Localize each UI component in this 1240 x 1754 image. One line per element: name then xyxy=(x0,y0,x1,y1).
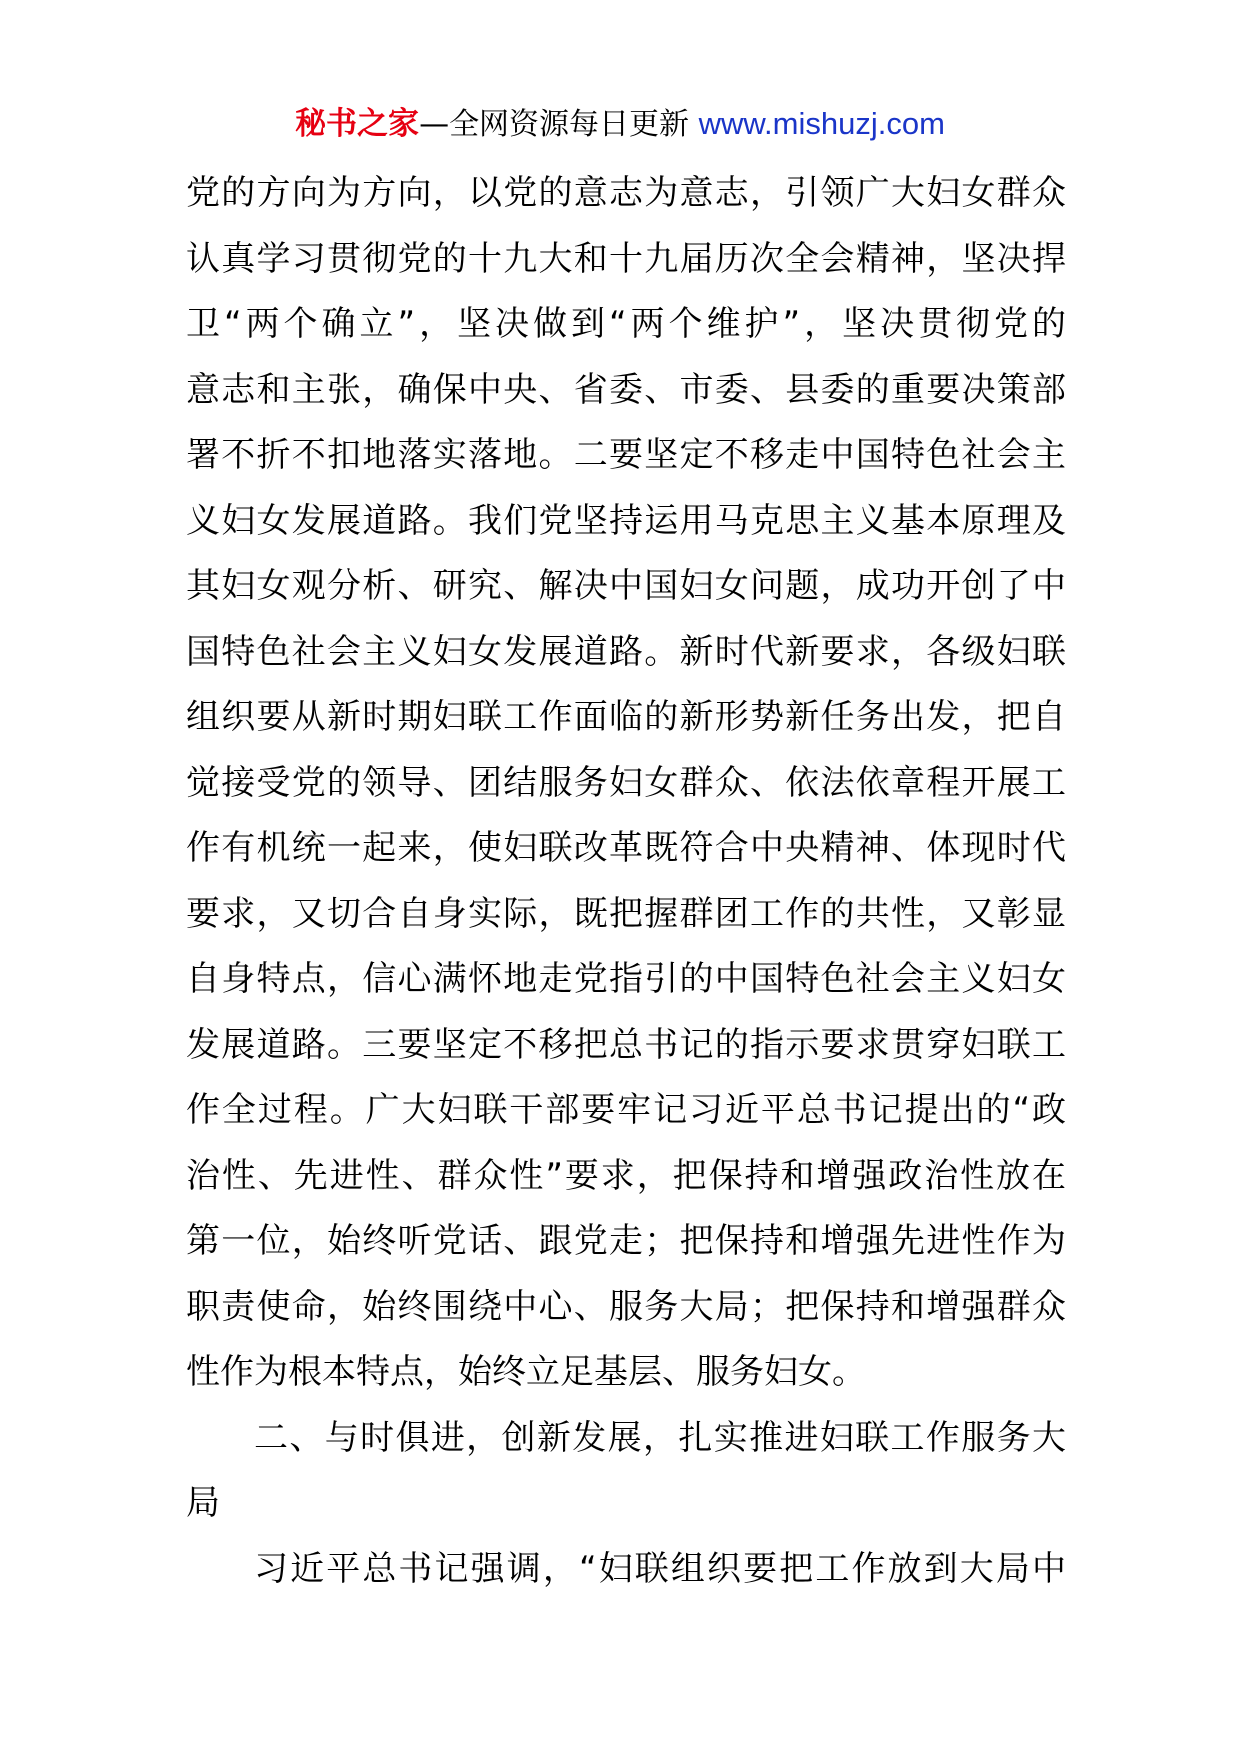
header-slogan: —全网资源每日更新 xyxy=(419,107,699,142)
heading-line: 二、与时俱进，创新发展，扎实推进妇联工作服务大 xyxy=(254,1417,1066,1458)
header-brand: 秘书之家 xyxy=(295,106,420,142)
text-line: 职责使命，始终围绕中心、服务大局；把保持和增强群众 xyxy=(186,1286,1066,1327)
text-line: 其妇女观分析、研究、解决中国妇女问题，成功开创了中 xyxy=(186,566,1066,606)
header-site-link[interactable]: www.mishuzj.com xyxy=(698,106,945,141)
text-line: 义妇女发展道路。我们党坚持运用马克思主义基本原理及 xyxy=(186,500,1066,541)
text-line: 党的方向为方向，以党的意志为意志，引领广大妇女群众 xyxy=(186,173,1066,213)
text-line: 性作为根本特点，始终立足基层、服务妇女。 xyxy=(186,1352,866,1392)
paragraph-1 xyxy=(186,161,1066,1406)
text-line: 觉接受党的领导、团结服务妇女群众、依法依章程开展工 xyxy=(186,762,1066,803)
paragraph-2 xyxy=(186,1537,1066,1603)
text-line: 自身特点，信心满怀地走党指引的中国特色社会主义妇女 xyxy=(186,959,1066,999)
text-line: 作全过程。广大妇联干部要牢记习近平总书记提出的“政 xyxy=(186,1090,1066,1130)
text-line: 作有机统一起来，使妇联改革既符合中央精神、体现时代 xyxy=(186,828,1066,868)
text-line: 习近平总书记强调，“妇联组织要把工作放到大局中 xyxy=(254,1548,1066,1589)
text-line: 国特色社会主义妇女发展道路。新时代新要求，各级妇联 xyxy=(186,631,1066,672)
text-line: 要求，又切合自身实际，既把握群团工作的共性，又彰显 xyxy=(186,893,1066,934)
text-line: 发展道路。三要坚定不移把总书记的指示要求贯穿妇联工 xyxy=(186,1024,1066,1065)
text-line: 认真学习贯彻党的十九大和十九届历次全会精神，坚决捍 xyxy=(186,238,1066,279)
heading-line: 局 xyxy=(186,1483,220,1523)
document-body xyxy=(186,161,1066,1602)
text-line: 署不折不扣地落实落地。二要坚定不移走中国特色社会主 xyxy=(186,435,1066,475)
page-header xyxy=(0,104,1240,145)
text-line: 卫“两个确立”，坚决做到“两个维护”，坚决贯彻党的 xyxy=(186,304,1066,344)
section-heading xyxy=(186,1406,1066,1537)
text-line: 治性、先进性、群众性”要求，把保持和增强政治性放在 xyxy=(186,1155,1066,1196)
text-line: 意志和主张，确保中央、省委、市委、县委的重要决策部 xyxy=(186,369,1066,410)
text-line: 第一位，始终听党话、跟党走；把保持和增强先进性作为 xyxy=(186,1221,1066,1261)
text-line: 组织要从新时期妇联工作面临的新形势新任务出发，把自 xyxy=(186,697,1066,737)
